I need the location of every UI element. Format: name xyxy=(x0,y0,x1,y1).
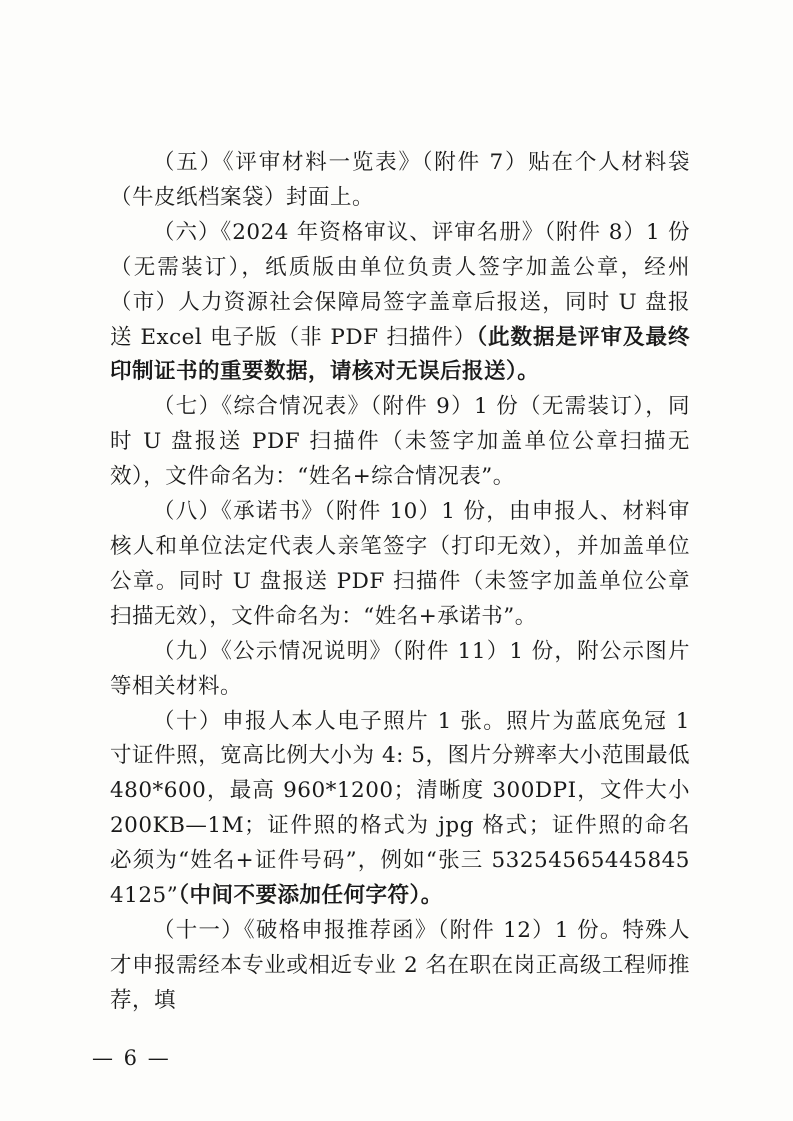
paragraph-text: （五）《评审材料一览表》（附件 7）贴在个人材料袋（牛皮纸档案袋）封面上。 xyxy=(110,150,690,210)
paragraph-text: （十一）《破格申报推荐函》（附件 12）1 份。特殊人才申报需经本专业或相近专业 2 名在职在岗正高级工程师推荐，填 xyxy=(110,917,690,1013)
paragraph-item-11 xyxy=(110,914,690,1019)
paragraph-text: （十）申报人本人电子照片 1 张。照片为蓝底免冠 1 寸证件照，宽高比例大小为 4: 5，图片分辨率大小范围最低 480*600，最高 960*1200；清晰度 300DPI，文件大小 200KB—1M；证件照的格式为 jpg 格式；证件照的命名必须为“姓名+证件号码”，例如“张三 532545654458454125” xyxy=(110,708,690,909)
paragraph-text: （七）《综合情况表》（附件 9）1 份（无需装订），同时 U 盘报送 PDF 扫描件（未签字加盖单位公章扫描无效），文件命名为：“姓名+综合情况表”。 xyxy=(110,394,690,490)
paragraph-item-9 xyxy=(110,635,690,705)
paragraph-item-7 xyxy=(110,390,690,495)
paragraph-item-6 xyxy=(110,216,690,391)
paragraph-item-10 xyxy=(110,705,690,914)
page-number: — 6 — xyxy=(92,1046,171,1070)
body-text xyxy=(110,146,690,1019)
paragraph-text: （九）《公示情况说明》（附件 11）1 份，附公示图片等相关材料。 xyxy=(110,638,690,699)
paragraph-item-8 xyxy=(110,495,690,635)
paragraph-bold-text: （此数据是评审及最终印制证书的重要数据，请核对无误后报送）。 xyxy=(110,324,690,385)
paragraph-item-5 xyxy=(110,146,690,216)
paragraph-text: （六）《2024 年资格审议、评审名册》（附件 8）1 份（无需装订），纸质版由单位负责人签字加盖公章，经州（市）人力资源社会保障局签字盖章后报送，同时 U 盘报送 Excel 电子版（非 PDF 扫描件） xyxy=(110,219,690,350)
paragraph-bold-text: （中间不要添加任何字符）。 xyxy=(178,883,443,909)
paragraph-text: （八）《承诺书》（附件 10）1 份，由申报人、材料审核人和单位法定代表人亲笔签字（打印无效），并加盖单位公章。同时 U 盘报送 PDF 扫描件（未签字加盖单位公章扫描无效），文件命名为：“姓名+承诺书”。 xyxy=(110,499,690,629)
